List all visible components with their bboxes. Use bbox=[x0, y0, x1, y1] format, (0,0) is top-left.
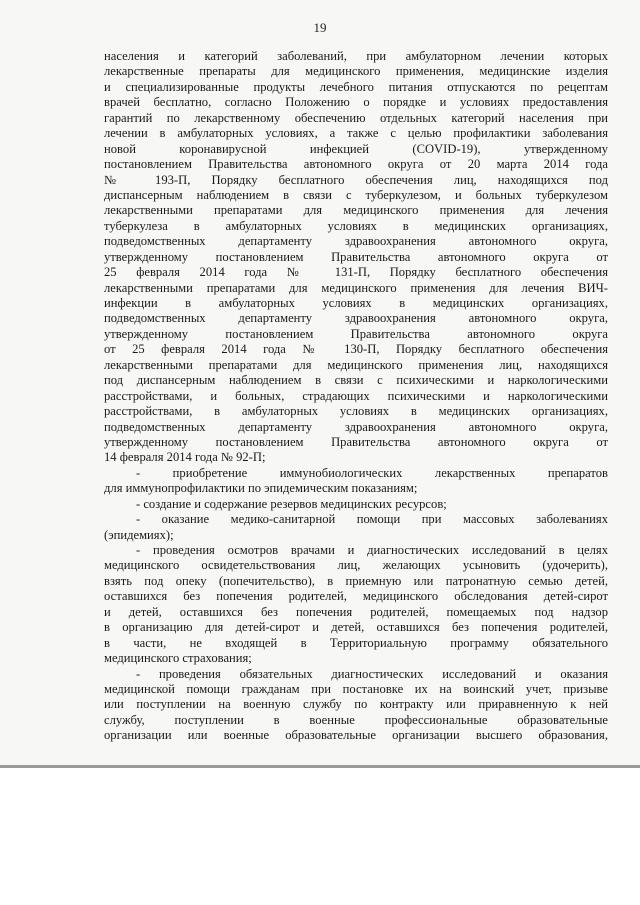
text-line: от 25 февраля 2014 года № 130-П, Порядку бесплатного обеспечения bbox=[104, 342, 608, 357]
text-line: 25 февраля 2014 года № 131-П, Порядку бесплатного обеспечения bbox=[104, 265, 608, 280]
text-line: диспансерным наблюдением в связи с туберкулезом, и больных туберкулезом bbox=[104, 187, 608, 202]
text-line: постановлением Правительства автономного округа от 20 марта 2014 года bbox=[104, 157, 608, 172]
text-line: в части, не входящей в Территориальную программу обязательного bbox=[104, 635, 608, 650]
text-line: лекарственные препараты для медицинского применения, медицинские изделия bbox=[104, 64, 608, 79]
text-line: - приобретение иммунобиологических лекарственных препаратов bbox=[136, 465, 608, 480]
text-line: - оказание медико-санитарной помощи при массовых заболеваниях bbox=[136, 512, 608, 527]
text-line: - проведения обязательных диагностических исследований и оказания bbox=[136, 666, 608, 681]
text-line: врачей бесплатно, согласно Положению о порядке и условиях предоставления bbox=[104, 95, 608, 110]
text-line: 14 февраля 2014 года № 92-П; bbox=[104, 450, 266, 465]
text-line: подведомственных департаменту здравоохранения автономного округа, bbox=[104, 234, 608, 249]
text-line: медицинского страхования; bbox=[104, 651, 252, 666]
text-line: оставшихся без попечения родителей, медицинского обследования детей-сирот bbox=[104, 589, 608, 604]
text-line: лекарственными препаратами для медицинского применения для лечения bbox=[104, 203, 608, 218]
text-line: для иммунопрофилактики по эпидемическим показаниям; bbox=[104, 481, 418, 496]
text-line: или поступлении на военную службу по контракту или приравненную к ней bbox=[104, 697, 608, 712]
text-line: - создание и содержание резервов медицинских ресурсов; bbox=[136, 496, 447, 511]
text-line: лекарственными препаратами для медицинского применения для лечения ВИЧ- bbox=[104, 280, 608, 295]
text-line: новой коронавирусной инфекцией (COVID-19), утвержденному bbox=[104, 141, 608, 156]
text-line: гарантий по лекарственному обеспечению отдельных категорий населения при bbox=[104, 110, 608, 125]
text-line: лекарственными препаратами для медицинского применения лиц, находящихся bbox=[104, 357, 608, 372]
text-line: туберкулеза в амбулаторных условиях в медицинских организациях, bbox=[104, 218, 608, 233]
text-line: - проведения осмотров врачами и диагностических исследований в целях bbox=[136, 543, 608, 557]
text-line: и специализированные продукты лечебного питания отпускаются по рецептам bbox=[104, 79, 608, 94]
text-line: лечении в амбулаторных условиях, а также с целью профилактики заболевания bbox=[104, 126, 608, 141]
text-line: расстройствами, в амбулаторных условиях в медицинских организациях, bbox=[104, 404, 608, 419]
text-line: взять под опеку (попечительство), в приемную или патронатную семью детей, bbox=[104, 573, 608, 588]
text-line: утвержденному постановлением Правительства автономного округа bbox=[104, 326, 608, 341]
text-line: населения и категорий заболеваний, при амбулаторном лечении которых bbox=[104, 49, 608, 63]
text-line: утвержденному постановлением Правительства автономного округа от bbox=[104, 249, 608, 264]
page-number: 19 bbox=[313, 20, 327, 35]
text-line: утвержденному постановлением Правительства автономного округа от bbox=[104, 434, 608, 449]
text-line: расстройствами, и больных, страдающих психическими и наркологическими bbox=[104, 388, 608, 403]
text-line: подведомственных департаменту здравоохранения автономного округа, bbox=[104, 419, 608, 434]
text-line: медицинской помощи гражданам при постановке их на воинский учет, призыве bbox=[104, 681, 608, 696]
text-line: инфекции в амбулаторных условиях в медицинских организациях, bbox=[104, 296, 608, 310]
text-line: подведомственных департаменту здравоохранения автономного округа, bbox=[104, 311, 608, 326]
text-line: (эпидемиях); bbox=[104, 527, 174, 542]
text-line: под диспансерным наблюдением в связи с психическими и наркологическими bbox=[104, 373, 608, 388]
text-line: № 193-П, Порядку бесплатного обеспечения лиц, находящихся под bbox=[104, 172, 608, 187]
text-line: организации или военные образовательные организации высшего образования, bbox=[104, 728, 608, 743]
blank-margin bbox=[0, 768, 640, 905]
text-line: и детей, оставшихся без попечения родителей, помещаемых под надзор bbox=[104, 604, 608, 619]
text-line: в организацию для детей-сирот и детей, оставшихся без попечения родителей, bbox=[104, 620, 608, 635]
body-text bbox=[104, 49, 608, 744]
text-line: медицинского освидетельствования лиц, желающих усыновить (удочерить), bbox=[104, 558, 608, 573]
text-line: службу, поступлении в военные профессиональные образовательные bbox=[104, 712, 608, 727]
